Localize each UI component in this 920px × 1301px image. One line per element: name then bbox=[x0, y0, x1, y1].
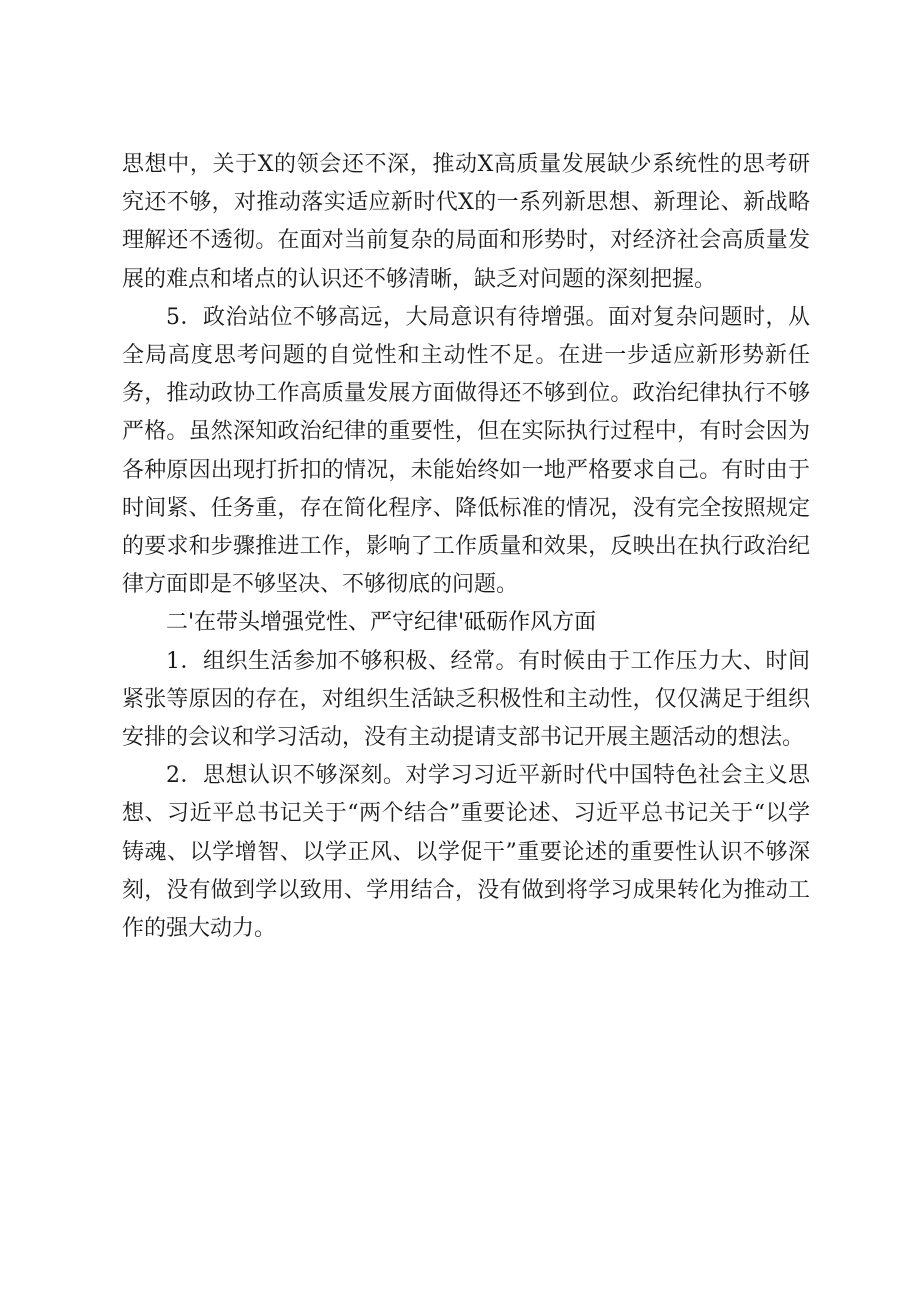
document-body bbox=[122, 146, 810, 948]
section-heading: 二'在带头增强党性、严守纪律'砥砺作风方面 bbox=[166, 610, 597, 636]
paragraph-section-2-item-1: 1．组织生活参加不够积极、经常。有时候由于工作压力大、时间紧张等原因的存在，对组织生活缺乏积极性和主动性，仅仅满足于组织安排的会议和学习活动，没有主动提请支部书记开展主题活动的想法。 bbox=[122, 648, 810, 751]
paragraph-section-2-item-2: 2．思想认识不够深刻。对学习习近平新时代中国特色社会主义思想、习近平总书记关于“两个结合”重要论述、习近平总书记关于“以学铸魂、以学增智、以学正风、以学促干”重要论述的重要性认识不够深刻，没有做到学以致用、学用结合，没有做到将学习成果转化为推动工作的强大动力。 bbox=[122, 763, 810, 942]
paragraph-continuation: 思想中，关于X的领会还不深，推动X高质量发展缺少系统性的思考研究还不够，对推动落实适应新时代X的一系列新思想、新理论、新战略理解还不透彻。在面对当前复杂的局面和形势时，对经济社会高质量发展的难点和堵点的认识还不够清晰，缺乏对问题的深刻把握。 bbox=[122, 152, 810, 292]
paragraph-item-5: 5．政治站位不够高远，大局意识有待增强。面对复杂问题时，从全局高度思考问题的自觉性和主动性不足。在进一步适应新形势新任务，推动政协工作高质量发展方面做得还不够到位。政治纪律执行不够严格。虽然深知政治纪律的重要性，但在实际执行过程中，有时会因为各种原因出现打折扣的情况，未能始终如一地严格要求自己。有时由于时间紧、任务重，存在简化程序、降低标准的情况，没有完全按照规定的要求和步骤推进工作，影响了工作质量和效果，反映出在执行政治纪律方面即是不够坚决、不够彻底的问题。 bbox=[122, 304, 810, 598]
